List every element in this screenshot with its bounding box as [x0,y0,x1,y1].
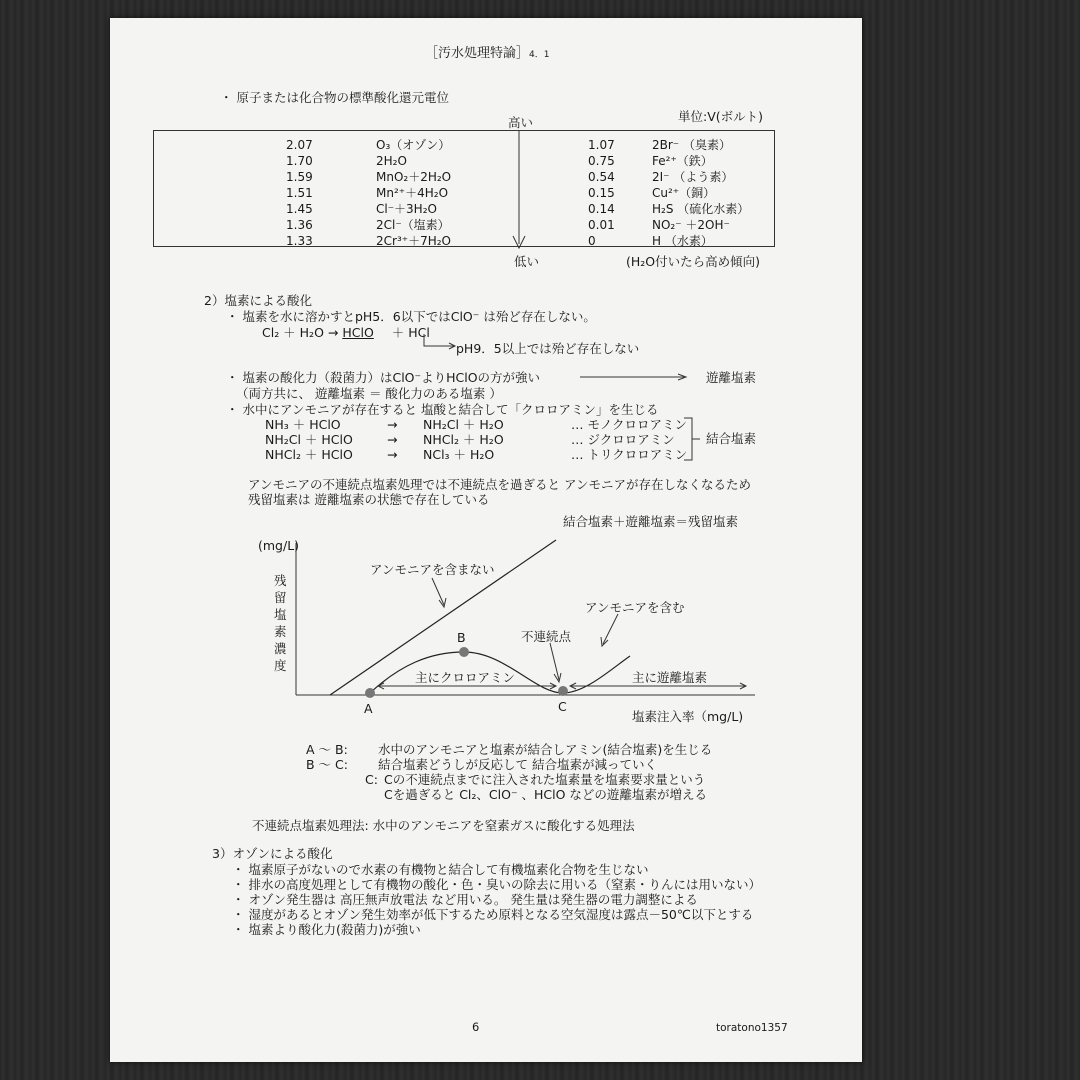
right-potential-value: 0.14 [588,202,615,216]
chart-x-label: 塩素注入率（mg/L) [632,709,744,724]
ozone-item-4: ・ 湿度があるとオゾン発生効率が低下するため原料となる空気湿度は露点－50℃以下とする [232,907,754,922]
no-ammonia-pointer [432,578,444,605]
chart-y-label: 残留塩素濃度 [274,573,287,673]
point-b-marker [459,647,469,657]
author-id: toratono1357 [716,1022,788,1034]
combined-bracket [684,418,692,460]
chloramine-eq-3: NHCl₂ ＋ HClO → NCl₃ ＋ H₂O … トリクロロアミン [265,447,688,462]
chloramine-region-label: 主にクロロアミン [415,670,516,685]
right-species: Fe²⁺（鉄） [652,154,713,168]
ozone-item-3: ・ オゾン発生器は 高圧無声放電法 など用いる。 発生量は発生器の電力調整による [232,892,698,907]
left-species: 2Cl⁻（塩素） [376,218,450,232]
combined-chlorine-label: 結合塩素 [706,431,757,446]
chloramine-eq-2: NH₂Cl ＋ HClO → NHCl₂ ＋ H₂O … ジクロロアミン [265,432,675,447]
equation1-note: pH9．5以上では殆ど存在しない [456,341,640,356]
left-potential-value: 1.36 [286,218,313,232]
explain-ab: A ～ B: 水中のアンモニアと塩素が結合しアミン(結合塩素)を生じる [306,742,713,757]
page-number: 6 [472,1020,480,1034]
section2-title: 2）塩素による酸化 [204,293,312,308]
right-potential-value: 0.75 [588,154,615,168]
section2-line2: ・ 塩素の酸化力（殺菌力）はClO⁻よりHClOの方が強い [226,370,541,385]
right-species: 2I⁻ （よう素） [652,170,734,184]
right-species: NO₂⁻ ＋2OH⁻ [652,218,730,232]
left-potential-value: 1.59 [286,170,313,184]
point-b-label: B [457,630,466,645]
doc-page-ref: 4．1 [529,50,550,60]
with-ammonia-label: アンモニアを含む [585,600,685,615]
breakpoint-para1: アンモニアの不連続点塩素処理では不連続点を過ぎると アンモニアが存在しなくなるため [248,477,751,492]
free-chlorine-label: 遊離塩素 [706,370,757,385]
discontinuity-label: 不連続点 [521,629,572,644]
left-species: 2H₂O [376,154,407,168]
h2o-note: (H₂O付いたら高め傾向) [626,254,761,269]
left-potential-value: 1.33 [286,234,313,248]
doc-title: ［汚水処理特論］ [425,46,530,61]
left-species: Cl⁻＋3H₂O [376,202,437,216]
left-potential-value: 1.70 [286,154,313,168]
equation1-rhs: ＋ HCl [391,325,430,340]
point-c-label: C [558,699,567,714]
right-potential-value: 0 [588,234,596,248]
unit-label: 単位:V(ボルト) [678,109,764,124]
free-chlorine-region-label: 主に遊離塩素 [632,670,708,685]
point-a-marker [365,688,375,698]
right-species: 2Br⁻ （臭素） [652,138,731,152]
high-label: 高い [508,115,534,130]
right-potential-value: 0.01 [588,218,615,232]
ozone-item-5: ・ 塩素より酸化力(殺菌力)が強い [232,922,421,937]
left-species: MnO₂＋2H₂O [376,170,452,184]
chloramine-eq-1: NH₃ ＋ HClO → NH₂Cl ＋ H₂O … モノクロロアミン [265,417,687,432]
explain-bc: B ～ C: 結合塩素どうしが反応して 結合塩素が減っていく [306,757,657,772]
right-species: Cu²⁺（銅） [652,186,716,200]
point-a-label: A [364,701,373,716]
low-label: 低い [514,254,540,269]
section2-line4: ・ 水中にアンモニアが存在すると 塩酸と結合して「クロロアミン」を生じる [226,402,659,417]
section2-line1: ・ 塩素を水に溶かすとpH5．6以下ではClO⁻ は殆ど存在しない。 [226,309,596,324]
breakpoint-para2: 残留塩素は 遊離塩素の状態で存在している [248,492,490,507]
left-species: O₃（オゾン） [376,138,451,152]
equation1-hclo: HClO [342,325,374,340]
explain-c: C: Cの不連続点までに注入された塩素量を塩素要求量という [365,772,706,787]
with-ammonia-pointer [603,614,618,644]
no-ammonia-line [330,540,556,695]
right-species: H （水素） [652,234,713,248]
left-species: 2Cr³⁺＋7H₂O [376,234,452,248]
point-c-marker [558,686,568,696]
section2-line3: （両方共に、 遊離塩素 ＝ 酸化力のある塩素 ） [236,386,502,401]
chart-top-label: 結合塩素＋遊離塩素＝残留塩素 [563,514,739,529]
hclo-branch-line [424,334,454,346]
left-potential-value: 2.07 [286,138,313,152]
no-ammonia-label: アンモニアを含まない [370,562,495,577]
chart-y-unit: (mg/L) [258,538,300,553]
left-potential-value: 1.45 [286,202,313,216]
equation1-lhs: Cl₂ ＋ H₂O → [262,325,343,340]
explain-after-c: Cを過ぎると Cl₂、ClO⁻ 、HClO などの遊離塩素が増える [384,787,707,802]
right-potential-value: 0.54 [588,170,615,184]
ozone-item-1: ・ 塩素原子がないので水素の有機物と結合して有機塩素化合物を生じない [232,862,649,877]
right-potential-value: 0.15 [588,186,615,200]
section3-title: 3）オゾンによる酸化 [212,846,333,861]
with-ammonia-curve [370,652,630,693]
left-potential-value: 1.51 [286,186,313,200]
right-potential-value: 1.07 [588,138,615,152]
section1-title: ・ 原子または化合物の標準酸化還元電位 [220,90,449,105]
ozone-item-2: ・ 排水の高度処理として有機物の酸化・色・臭いの除去に用いる（窒素・りんには用いない） [232,877,761,892]
right-species: H₂S （硫化水素） [652,202,750,216]
breakpoint-definition: 不連続点塩素処理法: 水中のアンモニアを窒素ガスに酸化する処理法 [252,818,635,833]
left-species: Mn²⁺＋4H₂O [376,186,449,200]
